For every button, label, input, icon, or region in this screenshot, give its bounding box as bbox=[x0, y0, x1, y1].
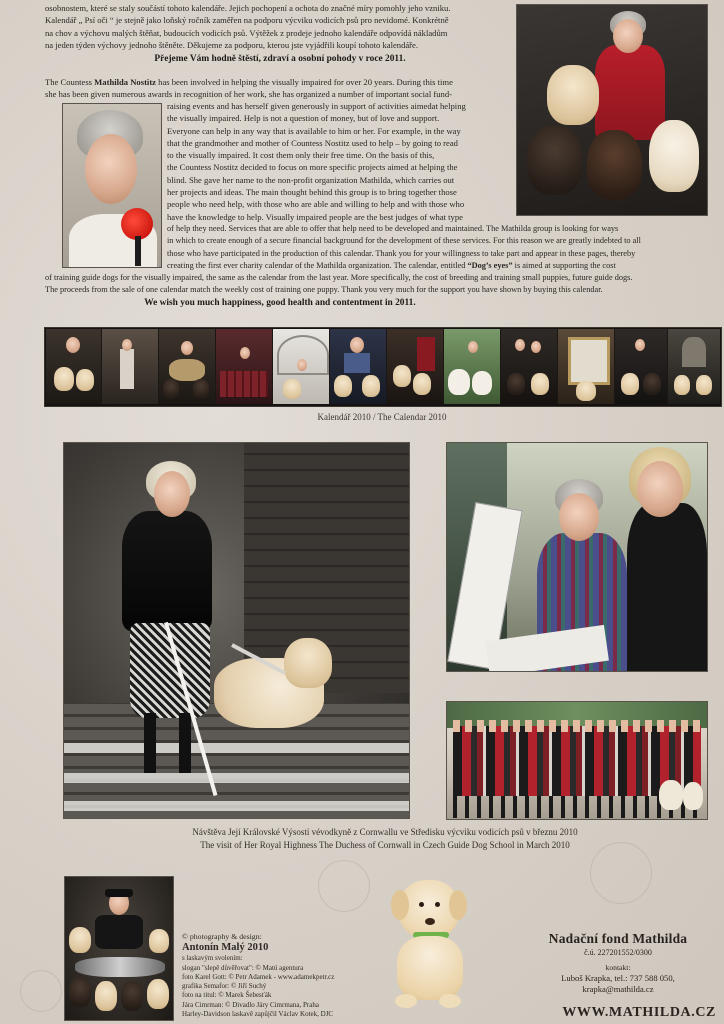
english-line: to the visually impaired. It cost them only their free time. On the basis of this, bbox=[167, 150, 435, 161]
foundation-contact-label: kontakt: bbox=[605, 963, 631, 972]
credits-line: foto Karel Gott: © Petr Adamek - www.adamekpetr.cz bbox=[182, 972, 335, 981]
calendar-thumb bbox=[615, 329, 668, 404]
foundation-contact bbox=[520, 930, 716, 995]
english-text-bottom bbox=[167, 223, 707, 272]
credits-line: © photography & design: bbox=[182, 932, 262, 941]
english-text-wrap bbox=[167, 100, 515, 223]
english-wish: We wish you much happiness, good health and contentment in 2011. bbox=[144, 298, 416, 308]
calendar-thumb bbox=[387, 329, 444, 404]
english-line: The proceeds from the sale of one calendar match the weekly cost of training one puppy. Thank you very much for the support you have shown by buying this calendar. bbox=[45, 285, 603, 295]
calendar-thumb bbox=[46, 329, 102, 404]
english-line: in which to create enough of a secure financial background for the development of these services. For this reason we are greatly indebted to all bbox=[167, 236, 641, 246]
calendar-thumb bbox=[273, 329, 330, 404]
decorative-paw-stamp bbox=[590, 842, 652, 904]
calendar-title: “Dog’s eyes” bbox=[467, 260, 513, 270]
english-line: the visually impaired. Help is not a question of money, but of love and support. bbox=[167, 113, 440, 124]
photo-countess-portrait bbox=[62, 103, 162, 268]
credits-line: Harley-Davidson laskavě zapůjčil Václav Kotek, DJC bbox=[182, 1010, 334, 1019]
calendar-2010-thumbnails bbox=[44, 327, 722, 407]
english-line: of help they need. Services that are able to offer that help need to be developed and maintained. The Mathilda group is looking for ways bbox=[167, 224, 619, 233]
photo-calendar-cover bbox=[64, 876, 174, 1021]
credits-line: Jára Cimrman: © Divadlo Járy Cimrmana, Praha bbox=[182, 1000, 319, 1009]
intro-line: osobnostem, které se staly součástí tohoto kalendáře. Jejich pochopení a ochota do značné míry pomohly jeho vzniku. bbox=[45, 3, 451, 13]
photo-countess-with-dogs bbox=[516, 4, 708, 216]
calendar-thumb bbox=[216, 329, 273, 404]
credits-line: slogan "slepě důvěřovat": © Matú agentura bbox=[182, 963, 304, 972]
decorative-paw-stamp bbox=[318, 860, 370, 912]
english-line: those who have participated in the production of this calendar. Thank you for your willingness to take part and appear in these pages, thereby bbox=[167, 248, 636, 258]
credits-line: grafika Semafor: © Jiří Suchý bbox=[182, 982, 267, 991]
foundation-name: Nadační fond Mathilda bbox=[548, 931, 688, 946]
calendar-thumb bbox=[159, 329, 216, 404]
english-line: that the grandmother and mother of Countess Nostitz used to help – by going to read bbox=[167, 137, 458, 148]
foundation-person: Luboš Krapka, tel.: 737 588 050, bbox=[561, 973, 675, 983]
calendar-thumb bbox=[558, 329, 615, 404]
credits-line: s laskavým svolením: bbox=[182, 954, 243, 963]
english-line: her projects and ideas. The main thought behind this group is to bring together those bbox=[167, 187, 457, 198]
intro-czech bbox=[45, 2, 515, 51]
czech-wish: Přejeme Vám hodně štěstí, zdraví a osobní pohody v roce 2011. bbox=[154, 54, 406, 64]
credits-author: Antonín Malý 2010 bbox=[182, 942, 269, 954]
foundation-account: č.ú. 227201552/0300 bbox=[584, 948, 652, 957]
calendar-thumb bbox=[330, 329, 387, 404]
intro-line: na jeden týden výchovy jednoho štěněte. Děkujeme za podporu, kterou jste vyjádřili koupí tohoto kalendáře. bbox=[45, 39, 419, 50]
calendar-thumb bbox=[668, 329, 720, 404]
calendar-thumb bbox=[102, 329, 159, 404]
photo-group-guide-dog-school bbox=[446, 701, 708, 820]
english-line: blind. She gave her name to the non-profit organization Mathilda, which carries out bbox=[167, 174, 455, 185]
countess-name: Mathilda Nostitz bbox=[94, 77, 156, 87]
intro-line: Kalendář „ Psí oči “ je stejně jako loňský ročník zaměřen na podporu výcviku vodicích psů pro nevidomé. Konkrétně bbox=[45, 15, 449, 26]
foundation-web[interactable]: WWW.MATHILDA.CZ bbox=[562, 1005, 716, 1020]
photo-duchess-and-countess-with-calendar bbox=[446, 442, 708, 672]
english-line: people who need help, with those who are able and willing to help and with those who bbox=[167, 199, 465, 210]
english-text-full bbox=[45, 272, 710, 297]
english-line: of training guide dogs for the visually impaired, the same as the calendar from the last year. More specifically, the cost of breeding and training small puppies, future guide dogs. bbox=[45, 273, 633, 282]
photo-duchess-with-guide-dog bbox=[63, 442, 410, 819]
visit-caption-cz: Návštěva Její Královské Výsosti vévodkyně z Cornwallu ve Středisku výcviku vodicích psů v březnu 2010 bbox=[192, 827, 578, 837]
english-line: the Countess Nostitz decided to focus on more specific projects aimed at helping the bbox=[167, 162, 458, 173]
english-line: The Countess Mathilda Nostitz has been involved in helping the visually impaired for over 20 years. During this time bbox=[45, 77, 453, 87]
photo-labrador-puppy bbox=[385, 876, 477, 1016]
visit-caption-en: The visit of Her Royal Highness The Duchess of Cornwall in Czech Guide Dog School in March 2010 bbox=[200, 839, 570, 850]
english-line: creating the first ever charity calendar of the Mathilda organization. The calendar, entitled “Dog’s eyes” is aimed at supporting the cost bbox=[167, 260, 616, 270]
english-line: raising events and has herself given generously in support of activities aimedat helping bbox=[167, 101, 466, 111]
intro-line: na chov a výchovu malých štěňat, budoucích vodicích psů. Výtěžek z prodeje jednoho kalendáře odpovídá nákladům bbox=[45, 27, 448, 38]
english-line: Everyone can help in any way that is available to him or her. For example, in the way bbox=[167, 125, 461, 136]
english-text-top bbox=[45, 76, 515, 101]
english-line: she has been given numerous awards in recognition of her work, she has organized a number of important social fund- bbox=[45, 89, 452, 100]
foundation-email[interactable]: krapka@mathilda.cz bbox=[582, 984, 654, 994]
decorative-paw-stamp bbox=[20, 970, 62, 1012]
calendar-thumb bbox=[444, 329, 501, 404]
credits bbox=[182, 932, 382, 1019]
english-line: have the knowledge to help. Visually impaired people are the best judges of what type bbox=[167, 211, 463, 222]
calendar-caption: Kalendář 2010 / The Calendar 2010 bbox=[317, 412, 447, 422]
calendar-thumb bbox=[501, 329, 558, 404]
credits-line: foto na titul: © Marek Šebesťák bbox=[182, 991, 272, 1000]
